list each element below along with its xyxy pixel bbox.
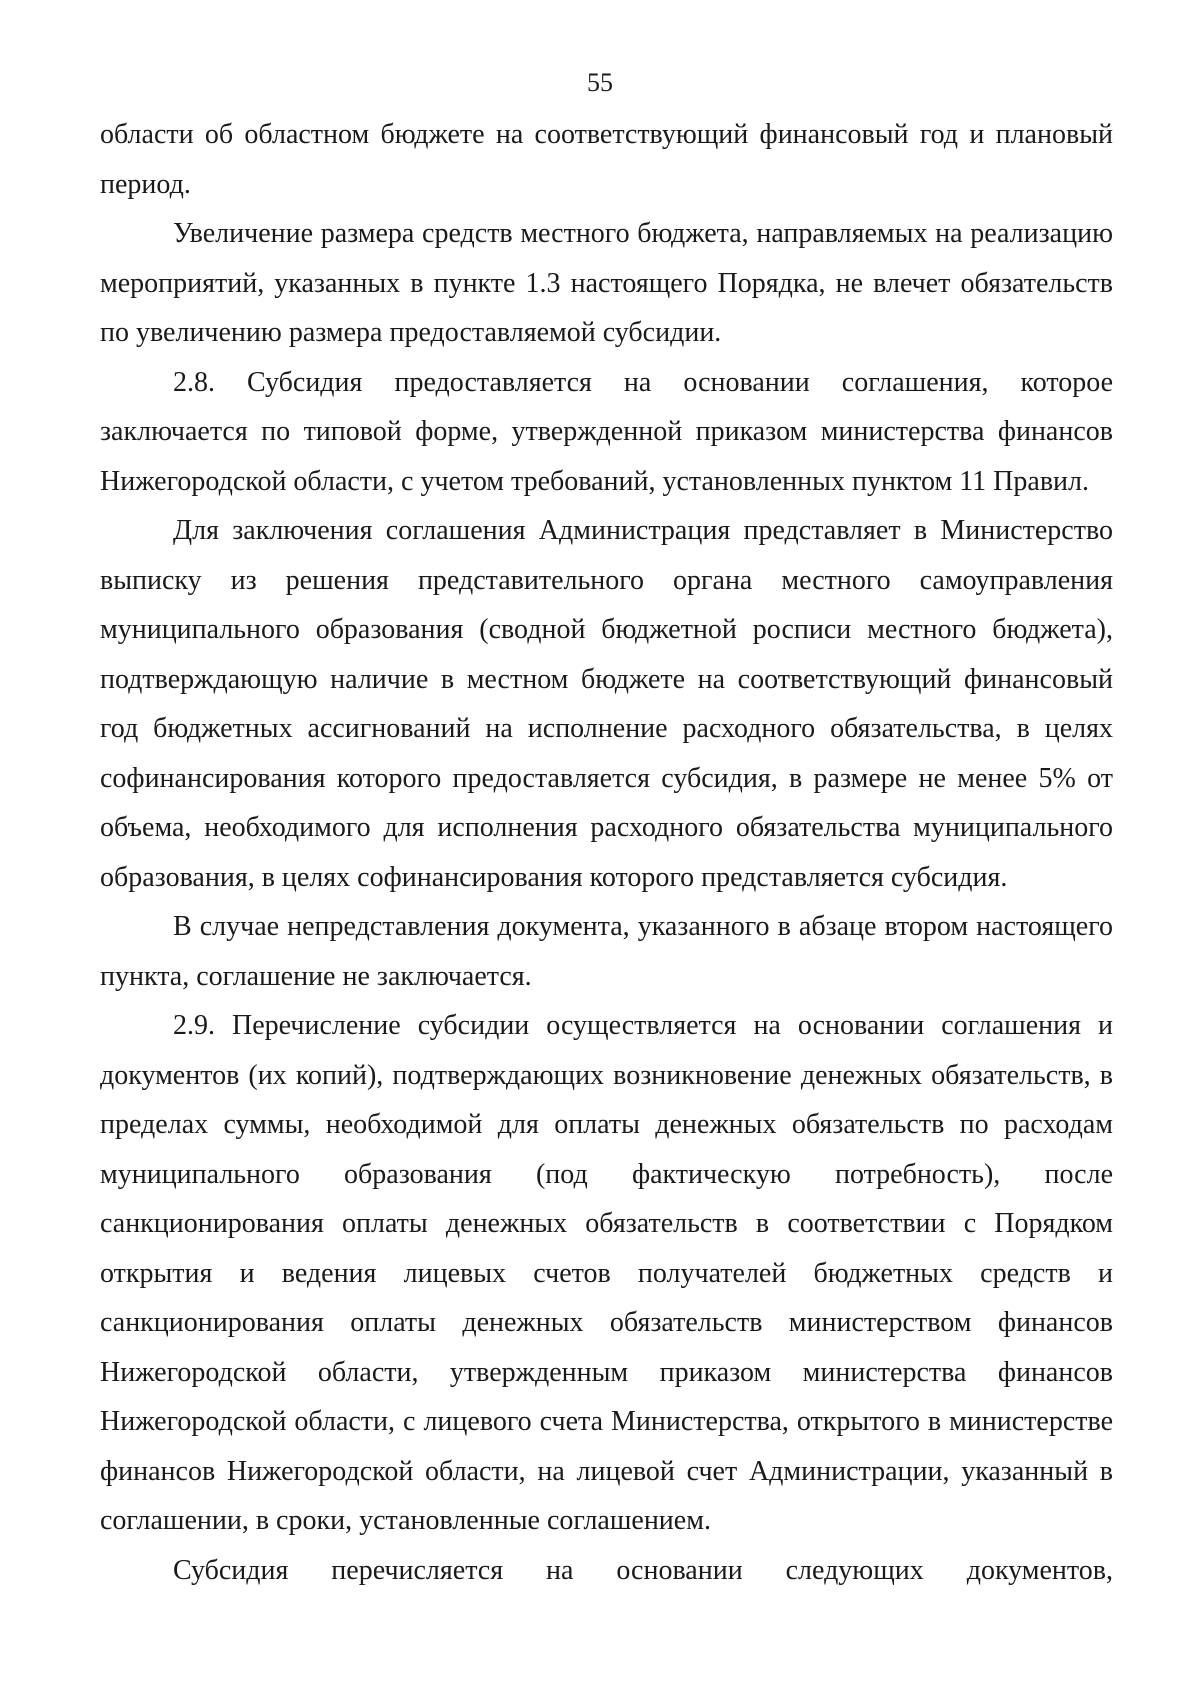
paragraph-2-8: 2.8. Субсидия предоставляется на основании соглашения, которое заключается по типовой форме, утвержденной приказом министерства финансов Нижегородской области, с учетом требований, установленных пунктом 11 Правил.	[100, 366, 1113, 497]
paragraph-2-9: 2.9. Перечисление субсидии осуществляется на основании соглашения и документов (их копий), подтверждающих возникновение денежных обязательств, в пределах суммы, необходимой для оплаты денежных обязательств по расходам муниципального образования (под фактическую потребность), после санкционирования оплаты денежных обязательств в соответствии с Порядком открытия и ведения лицевых счетов получателей бюджетных средств и санкционирования оплаты денежных обязательств министерством финансов Нижегородской области, утвержденным приказом министерства финансов Нижегородской области, с лицевого счета Министерства, открытого в министерстве финансов Нижегородской области, на лицевой счет Администрации, указанный в соглашении, в сроки, установленные соглашением.	[100, 1010, 1113, 1536]
page-number: 55	[587, 68, 613, 97]
paragraph-continuation: области об областном бюджете на соответствующий финансовый год и плановый период.	[100, 119, 1113, 200]
document-body	[100, 110, 1113, 1595]
paragraph-agreement-conclusion: Для заключения соглашения Администрация представляет в Министерство выписку из решения представительного органа местного самоуправления муниципального образования (сводной бюджетной росписи местного бюджета), подтверждающую наличие в местном бюджете на соответствующий финансовый год бюджетных ассигнований на исполнение расходного обязательства, в целях софинансирования которого предоставляется субсидия, в размере не менее 5% от объема, необходимого для исполнения расходного обязательства муниципального образования, в целях софинансирования которого представляется субсидия.	[100, 515, 1113, 893]
paragraph-transfer-documents: Субсидия перечисляется на основании следующих документов,	[173, 1554, 1113, 1586]
paragraph-budget-increase: Увеличение размера средств местного бюджета, направляемых на реализацию мероприятий, указанных в пункте 1.3 настоящего Порядка, не влечет обязательств по увеличению размера предоставляемой субсидии.	[100, 218, 1113, 348]
paragraph-non-submission: В случае непредставления документа, указанного в абзаце втором настоящего пункта, соглашение не заключается.	[100, 911, 1113, 992]
